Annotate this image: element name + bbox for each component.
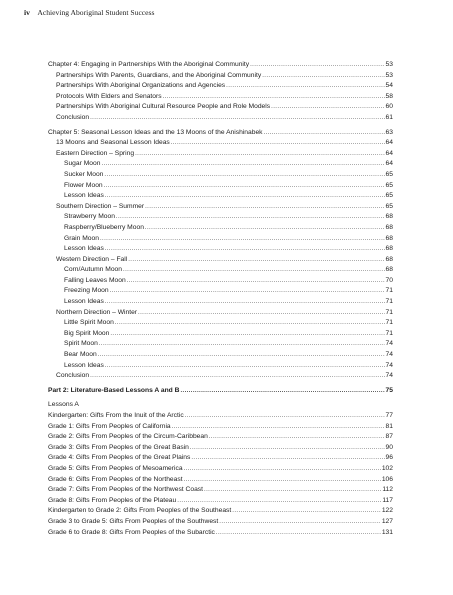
toc-page-number: 81	[385, 422, 393, 430]
dot-leader	[123, 265, 385, 276]
toc-entry-title: Grade 4: Gifts From Peoples of the Great Plains	[48, 454, 191, 462]
toc-entry-title: Grade 5: Gifts From Peoples of Mesoamerica	[48, 464, 183, 472]
toc-part-2[interactable]	[48, 386, 393, 397]
toc-page-number: 131	[381, 528, 393, 536]
toc-page-number: 75	[385, 386, 393, 394]
toc-page-number: 68	[385, 266, 393, 274]
toc-page-number: 68	[385, 234, 393, 242]
toc-page-number: 64	[385, 139, 393, 147]
toc-page-number: 102	[381, 464, 393, 472]
toc-page-number: 122	[381, 507, 393, 515]
toc-entry[interactable]	[48, 411, 393, 422]
dot-leader	[184, 464, 381, 475]
toc-entry-title: Lesson Ideas	[64, 192, 104, 200]
toc-entry[interactable]	[48, 113, 393, 124]
toc-page-number: 68	[385, 223, 393, 231]
dot-leader	[216, 528, 381, 539]
toc-page-number: 65	[385, 192, 393, 200]
page-number: iv	[24, 8, 30, 17]
running-title: Achieving Aboriginal Student Success	[37, 8, 155, 17]
toc-page-number: 64	[385, 149, 393, 157]
toc-page-number: 64	[385, 160, 393, 168]
dot-leader	[204, 485, 381, 496]
toc-page-number: 71	[385, 319, 393, 327]
toc-entry-title: Kindergarten to Grade 2: Gifts From Peoples of the Southeast	[48, 507, 232, 515]
toc-entry-title: Western Direction – Fall	[56, 255, 128, 263]
toc-entry-title: Raspberry/Blueberry Moon	[64, 223, 144, 231]
toc-page-number: 68	[385, 245, 393, 253]
dot-leader	[250, 60, 384, 71]
dot-leader	[104, 181, 385, 192]
toc-section-northern[interactable]	[48, 308, 393, 319]
toc-page-number: 68	[385, 255, 393, 263]
dot-leader	[185, 411, 385, 422]
toc-entry-title: Strawberry Moon	[64, 213, 115, 221]
dot-leader	[184, 475, 381, 486]
toc-page-number: 53	[385, 61, 393, 68]
toc-page-number: 61	[385, 113, 393, 121]
toc-page-number: 71	[385, 298, 393, 306]
toc-entry[interactable]	[48, 432, 393, 443]
toc-entry[interactable]	[48, 286, 393, 297]
toc-page-number: 65	[385, 170, 393, 178]
dot-leader	[104, 170, 384, 181]
toc-page-number: 74	[385, 340, 393, 348]
toc-page-number: 60	[385, 103, 393, 111]
toc-entry-title: Grade 6: Gifts From Peoples of the Northeast	[48, 475, 183, 483]
dot-leader	[90, 371, 384, 382]
dot-leader	[127, 276, 385, 287]
toc-entry-title: Flower Moon	[64, 181, 103, 189]
toc-entry-title: Grade 7: Gifts From Peoples of the Northwest Coast	[48, 486, 203, 494]
toc-entry-title: Grade 6 to Grade 8: Gifts From Peoples of the Subarctic	[48, 528, 215, 536]
toc-section-western[interactable]	[48, 255, 393, 266]
toc-entry[interactable]	[48, 71, 393, 82]
dot-leader	[171, 138, 385, 149]
dot-leader	[101, 159, 384, 170]
toc-entry-title: Part 2: Literature-Based Lessons A and B	[48, 386, 180, 394]
toc-entry-title: Eastern Direction – Spring	[56, 149, 135, 157]
dot-leader	[116, 212, 385, 223]
dot-leader	[105, 297, 385, 308]
toc-entry[interactable]	[48, 92, 393, 103]
toc-entry[interactable]	[48, 528, 393, 539]
toc-entry[interactable]	[48, 191, 393, 202]
toc-entry-title: Chapter 4: Engaging in Partnerships With the Aboriginal Community	[48, 61, 250, 68]
dot-leader	[264, 128, 385, 139]
dot-leader	[110, 329, 384, 340]
toc-page-number: 77	[385, 412, 393, 419]
dot-leader	[138, 308, 385, 319]
table-of-contents	[48, 60, 393, 538]
toc-chapter-5[interactable]	[48, 128, 393, 139]
toc-entry-title: Lesson Ideas	[64, 245, 104, 253]
toc-entry[interactable]	[48, 212, 393, 223]
dot-leader	[105, 191, 385, 202]
toc-page-number: 112	[382, 486, 393, 494]
dot-leader	[99, 339, 385, 350]
toc-page-number: 117	[382, 496, 393, 504]
toc-page-number: 65	[385, 181, 393, 189]
toc-entry[interactable]	[48, 234, 393, 245]
toc-page-number: 65	[385, 202, 393, 210]
dot-leader	[190, 443, 385, 454]
running-header	[24, 8, 154, 17]
toc-entry-title: Conclusion	[56, 372, 90, 380]
dot-leader	[180, 386, 384, 397]
toc-page-number: 54	[385, 82, 393, 90]
dot-leader	[191, 453, 384, 464]
toc-entry-title: Spirit Moon	[64, 340, 98, 348]
toc-entry-title: Lesson Ideas	[64, 361, 104, 369]
toc-entry[interactable]	[48, 371, 393, 382]
toc-entry-title: Conclusion	[56, 113, 90, 121]
toc-page-number: 68	[385, 213, 393, 221]
toc-entry-title: Grade 8: Gifts From Peoples of the Plateau	[48, 496, 177, 504]
toc-entry[interactable]	[48, 297, 393, 308]
toc-page-number: 74	[385, 372, 393, 380]
toc-entry[interactable]	[48, 170, 393, 181]
toc-page-number: 71	[385, 308, 393, 316]
dot-leader	[135, 149, 384, 160]
lessons-heading: Lessons A	[48, 401, 79, 409]
toc-entry[interactable]	[48, 223, 393, 234]
dot-leader	[145, 202, 384, 213]
dot-leader	[226, 81, 384, 92]
dot-leader	[232, 506, 381, 517]
toc-page-number: 53	[385, 71, 393, 79]
dot-leader	[209, 432, 385, 443]
dot-leader	[105, 361, 385, 372]
toc-entry[interactable]	[48, 506, 393, 517]
dot-leader	[115, 318, 385, 329]
toc-entry[interactable]	[48, 181, 393, 192]
toc-entry[interactable]	[48, 517, 393, 528]
toc-entry[interactable]	[48, 361, 393, 372]
toc-entry-title: Sugar Moon	[64, 160, 101, 168]
toc-entry-title: Bear Moon	[64, 351, 97, 359]
toc-entry[interactable]	[48, 453, 393, 464]
toc-page-number: 58	[385, 92, 393, 100]
toc-entry-title: Grade 3: Gifts From Peoples of the Great Basin	[48, 443, 189, 451]
toc-page-number: 127	[381, 517, 393, 525]
dot-leader	[145, 223, 385, 234]
toc-entry[interactable]	[48, 244, 393, 255]
toc-section-eastern[interactable]	[48, 149, 393, 160]
toc-entry-title: Grade 2: Gifts From Peoples of the Circum-Caribbean	[48, 433, 208, 441]
toc-entry-title: Protocols With Elders and Senators	[56, 92, 162, 100]
toc-entry-title: 13 Moons and Seasonal Lesson Ideas	[56, 139, 170, 147]
dot-leader	[172, 422, 385, 433]
toc-entry-title: Kindergarten: Gifts From the Inuit of the Arctic	[48, 412, 184, 419]
toc-entry[interactable]	[48, 422, 393, 433]
toc-entry-title: Chapter 5: Seasonal Lesson Ideas and the 13 Moons of the Anishinabek	[48, 128, 263, 136]
dot-leader	[177, 496, 381, 507]
toc-entry[interactable]	[48, 159, 393, 170]
toc-entry[interactable]	[48, 81, 393, 92]
dot-leader	[100, 234, 385, 245]
dot-leader	[98, 350, 385, 361]
toc-page-number: 90	[385, 443, 393, 451]
toc-page-number: 71	[385, 329, 393, 337]
toc-entry[interactable]	[48, 339, 393, 350]
toc-page-number: 63	[385, 128, 393, 136]
toc-entry-title: Freezing Moon	[64, 287, 109, 295]
toc-entry[interactable]	[48, 276, 393, 287]
toc-entry-title: Little Spirit Moon	[64, 319, 114, 327]
toc-page-number: 106	[381, 475, 393, 483]
toc-entry-title: Corn/Autumn Moon	[64, 266, 122, 274]
toc-entry-title: Grain Moon	[64, 234, 99, 242]
toc-page-number: 74	[385, 361, 393, 369]
toc-page-number: 74	[385, 351, 393, 359]
toc-entry-title: Grade 1: Gifts From Peoples of California	[48, 422, 171, 430]
toc-entry[interactable]	[48, 318, 393, 329]
toc-entry-title: Partnerships With Parents, Guardians, and the Aboriginal Community	[56, 71, 262, 79]
toc-entry[interactable]	[48, 464, 393, 475]
dot-leader	[219, 517, 381, 528]
toc-page-number: 70	[385, 276, 393, 284]
dot-leader	[90, 113, 384, 124]
dot-leader	[128, 255, 384, 266]
toc-entry-title: Partnerships With Aboriginal Cultural Resource People and Role Models	[56, 103, 271, 111]
dot-leader	[271, 102, 384, 113]
toc-entry[interactable]	[48, 496, 393, 507]
toc-entry-title: Big Spirit Moon	[64, 329, 110, 337]
toc-entry[interactable]	[48, 102, 393, 113]
toc-section-southern[interactable]	[48, 202, 393, 213]
toc-entry[interactable]	[48, 138, 393, 149]
toc-entry[interactable]	[48, 350, 393, 361]
toc-page-number: 96	[385, 454, 393, 462]
dot-leader	[110, 286, 385, 297]
dot-leader	[262, 71, 384, 82]
toc-chapter-4[interactable]	[48, 60, 393, 71]
toc-entry-title: Lesson Ideas	[64, 298, 104, 306]
dot-leader	[163, 92, 385, 103]
toc-entry[interactable]	[48, 475, 393, 486]
toc-page-number: 71	[385, 287, 393, 295]
toc-entry-title: Partnerships With Aboriginal Organizations and Agencies	[56, 82, 226, 90]
toc-entry-title: Northern Direction – Winter	[56, 308, 138, 316]
dot-leader	[105, 244, 385, 255]
toc-entry[interactable]	[48, 443, 393, 454]
toc-page-number: 87	[385, 433, 393, 441]
toc-entry[interactable]	[48, 485, 393, 496]
toc-entry-title: Falling Leaves Moon	[64, 276, 126, 284]
toc-entry-title: Southern Direction – Summer	[56, 202, 145, 210]
toc-entry[interactable]	[48, 329, 393, 340]
toc-entry-title: Grade 3 to Grade 5: Gifts From Peoples of the Southwest	[48, 517, 219, 525]
toc-entry-title: Sucker Moon	[64, 170, 104, 178]
toc-entry[interactable]	[48, 265, 393, 276]
